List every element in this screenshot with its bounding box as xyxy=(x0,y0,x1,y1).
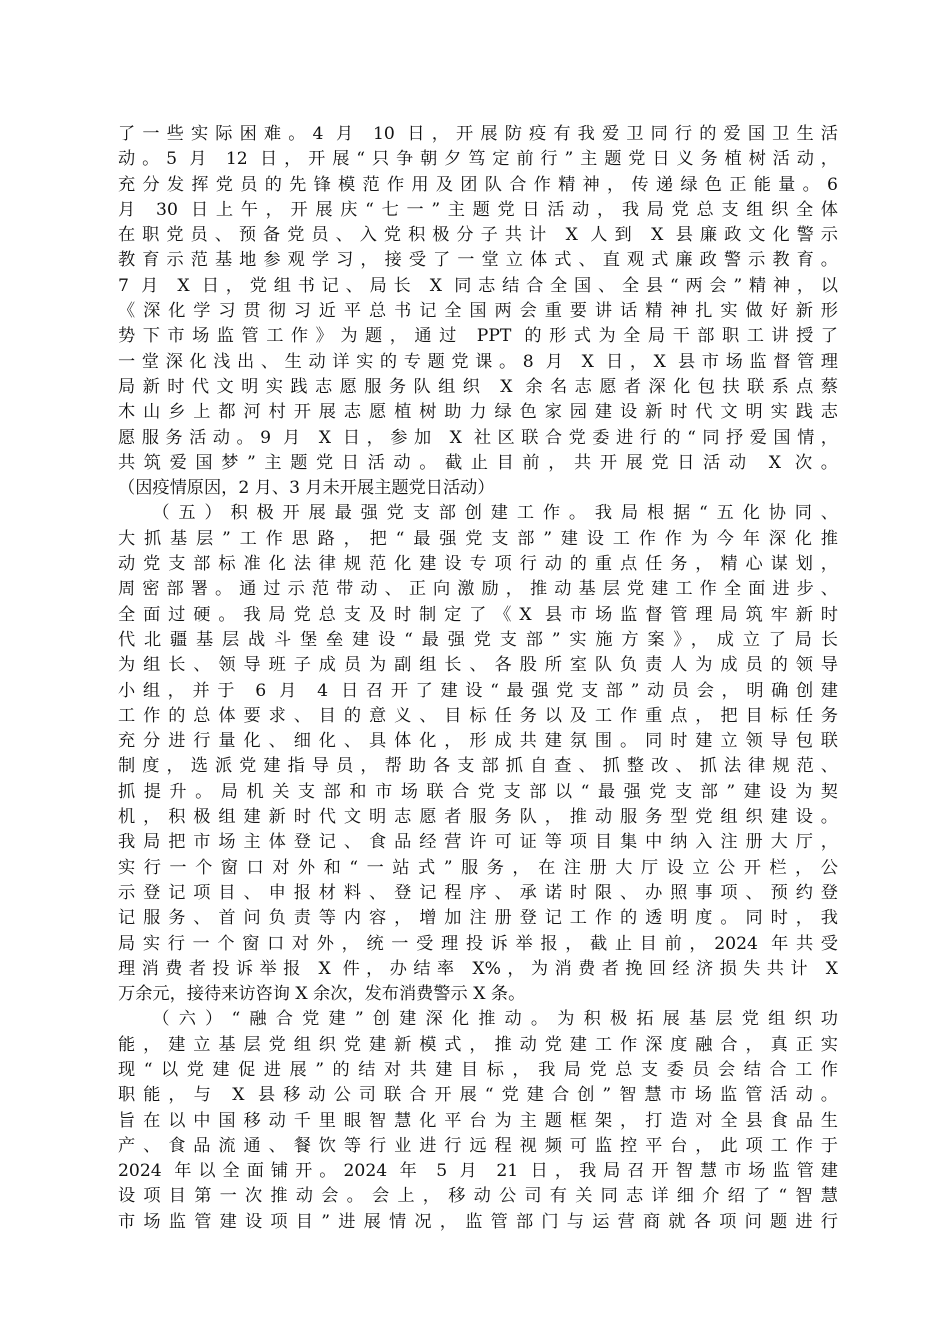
paragraph-heading-line: （五）积极开展最强党支部创建工作。我局根据“五化协同、 xyxy=(152,503,838,524)
text-line: 在职党员、预备党员、入党积极分子共计 X 人到 X 县廉政文化警示 xyxy=(118,225,838,246)
text-line: 实行一个窗口对外和“一站式”服务，在注册大厅设立公开栏，公 xyxy=(118,857,838,878)
text-line: 制度，选派党建指导员，帮助各支部抓自查、抓整改、抓法律规范、 xyxy=(118,756,838,777)
text-line: 市场监管建设项目”进展情况，监管部门与运营商就各项问题进行 xyxy=(118,1211,838,1232)
text-line: 为组长、领导班子成员为副组长、各股所室队负责人为成员的领导 xyxy=(118,655,838,676)
text-line: 设项目第一次推动会。会上，移动公司有关同志详细介绍了“智慧 xyxy=(118,1186,838,1207)
text-line: 能，建立基层党组织党建新模式，推动党建工作深度融合，真正实 xyxy=(118,1034,838,1055)
text-line: 愿服务活动。9 月 X 日，参加 X 社区联合党委进行的“同抒爱国情， xyxy=(118,427,838,448)
text-line: 我局把市场主体登记、食品经营许可证等项目集中纳入注册大厅， xyxy=(118,832,838,853)
document-body-text xyxy=(118,122,838,1235)
text-line: 动。5 月 12 日，开展“只争朝夕笃定前行”主题党日义务植树活动， xyxy=(118,149,838,170)
text-line: 局实行一个窗口对外，统一受理投诉举报，截止目前，2024 年共受 xyxy=(118,933,838,954)
text-line: 旨在以中国移动千里眼智慧化平台为主题框架，打造对全县食品生 xyxy=(118,1110,838,1131)
text-line: 教育示范基地参观学习，接受了一堂立体式、直观式廉政警示教育。 xyxy=(118,250,838,271)
paragraph-heading-line: （六）“融合党建”创建深化推动。为积极拓展基层党组织功 xyxy=(152,1009,838,1030)
text-line: 动党支部标准化法律规范化建设专项行动的重点任务，精心谋划， xyxy=(118,554,838,575)
text-line: 局新时代文明实践志愿服务队组织 X 余名志愿者深化包扶联系点蔡 xyxy=(118,376,838,397)
text-line: 代北疆基层战斗堡垒建设“最强党支部”实施方案》，成立了局长 xyxy=(118,629,838,650)
text-line: 抓提升。局机关支部和市场联合党支部以“最强党支部”建设为契 xyxy=(118,781,838,802)
text-line: 大抓基层”工作思路，把“最强党支部”建设工作作为今年深化推 xyxy=(118,528,838,549)
text-line: 示登记项目、申报材料、登记程序、承诺时限、办照事项、预约登 xyxy=(118,882,838,903)
text-line: 万余元，接待来访咨询 X 余次，发布消费警示 X 条。 xyxy=(118,984,526,1005)
text-line: 周密部署。通过示范带动、正向激励，推动基层党建工作全面进步、 xyxy=(118,579,838,600)
text-line: 现“以党建促进展”的结对共建目标，我局党总支委员会结合工作 xyxy=(118,1059,838,1080)
text-line: 记服务、首问负责等内容，增加注册登记工作的透明度。同时，我 xyxy=(118,908,838,929)
text-line: 一堂深化浅出、生动详实的专题党课。8 月 X 日，X 县市场监督管理 xyxy=(118,351,838,372)
text-line: 《深化学习贯彻习近平总书记全国两会重要讲话精神扎实做好新形 xyxy=(118,301,838,322)
text-line: 2024 年以全面铺开。2024 年 5 月 21 日，我局召开智慧市场监管建 xyxy=(118,1161,838,1182)
text-line: 全面过硬。我局党总支及时制定了《X 县市场监督管理局筑牢新时 xyxy=(118,604,838,625)
text-line: 理消费者投诉举报 X 件，办结率 X%，为消费者挽回经济损失共计 X xyxy=(118,958,838,979)
text-line: 了一些实际困难。4 月 10 日，开展防疫有我爱卫同行的爱国卫生活 xyxy=(118,124,838,144)
text-line: 木山乡上都河村开展志愿植树助力绿色家园建设新时代文明实践志 xyxy=(118,402,838,423)
text-line: 月 30 日上午，开展庆“七一”主题党日活动，我局党总支组织全体 xyxy=(118,199,838,220)
text-line: 产、食品流通、餐饮等行业进行远程视频可监控平台，此项工作于 xyxy=(118,1135,838,1156)
text-line: 工作的总体要求、目的意义、目标任务以及工作重点，把目标任务 xyxy=(118,705,838,726)
text-line: 7 月 X 日，党组书记、局长 X 同志结合全国、全县“两会”精神，以 xyxy=(118,275,838,296)
text-line: 势下市场监管工作》为题，通过 PPT 的形式为全局干部职工讲授了 xyxy=(118,326,838,347)
text-line: 机，积极组建新时代文明志愿者服务队，推动服务型党组织建设。 xyxy=(118,807,838,828)
text-line: 小组，并于 6 月 4 日召开了建设“最强党支部”动员会，明确创建 xyxy=(118,680,838,701)
text-line: 充分进行量化、细化、具体化，形成共建氛围。同时建立领导包联 xyxy=(118,731,838,752)
text-line: （因疫情原因，2 月、3 月未开展主题党日活动） xyxy=(118,478,495,499)
text-line: 充分发挥党员的先锋模范作用及团队合作精神，传递绿色正能量。6 xyxy=(118,174,838,195)
text-line: 共筑爱国梦”主题党日活动。截止目前，共开展党日活动 X 次。 xyxy=(118,452,838,473)
text-line: 职能，与 X 县移动公司联合开展“党建合创”智慧市场监管活动。 xyxy=(118,1085,838,1106)
